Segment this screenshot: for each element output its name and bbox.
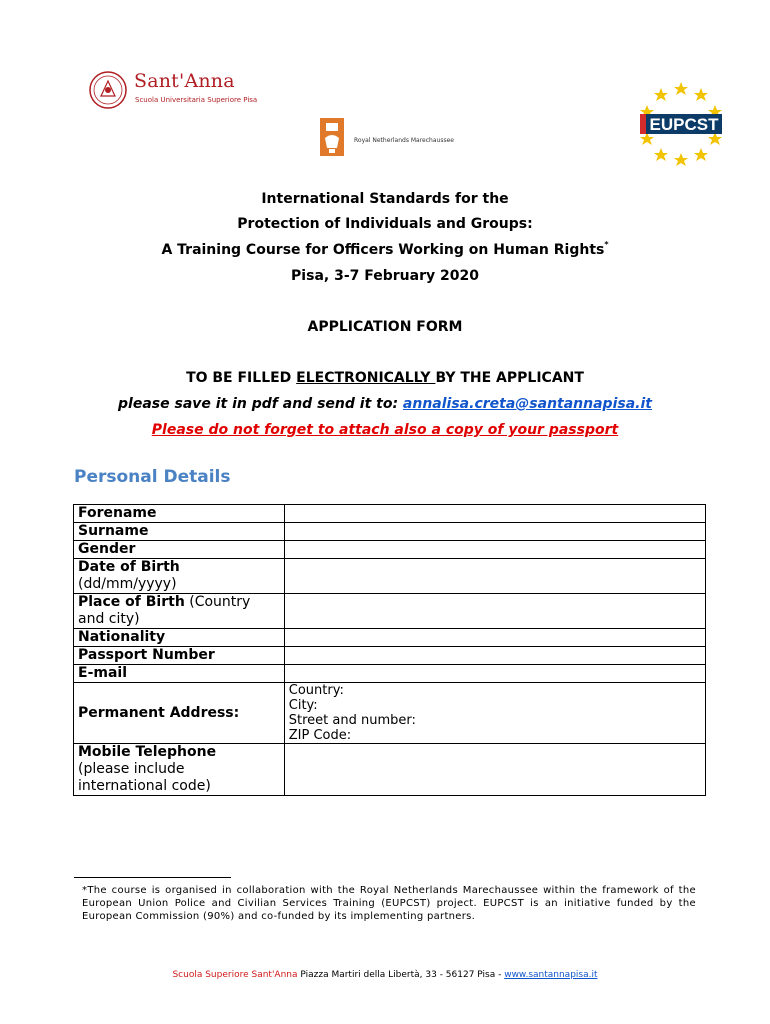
eupcst-text: EUPCST	[649, 115, 719, 134]
address-label: Permanent Address:	[74, 683, 285, 744]
gender-label: Gender	[74, 541, 285, 559]
eupcst-logo	[636, 80, 726, 168]
marechaussee-logo	[320, 118, 470, 158]
surname-label: Surname	[74, 523, 285, 541]
footnote-divider	[74, 877, 231, 878]
contact-email-link[interactable]: annalisa.creta@santannapisa.it	[402, 396, 652, 412]
table-row	[74, 505, 706, 523]
passport-reminder: Please do not forget to attach also a copy of your passport	[151, 422, 619, 438]
surname-field[interactable]	[284, 523, 705, 541]
personal-details-table	[73, 504, 706, 796]
page-footer	[0, 970, 770, 980]
marechaussee-name: Royal Netherlands Marechaussee	[354, 137, 454, 144]
footer-org: Scuola Superiore Sant'Anna	[172, 970, 298, 980]
footer-address: Piazza Martiri della Libertà, 33 - 56127 Pisa -	[297, 970, 505, 980]
address-street-label: Street and number:	[288, 713, 416, 728]
section-title: Personal Details	[74, 467, 231, 487]
table-row	[74, 665, 706, 683]
pob-field[interactable]	[284, 594, 705, 629]
table-row	[74, 683, 706, 744]
course-title-line2: Protection of Individuals and Groups:	[237, 216, 533, 232]
mobile-label: Mobile Telephone (please include international code)	[74, 744, 285, 796]
course-dates: Pisa, 3-7 February 2020	[291, 268, 479, 284]
nationality-label: Nationality	[74, 629, 285, 647]
table-row	[74, 559, 706, 594]
table-row	[74, 541, 706, 559]
footer-website-link[interactable]: www.santannapisa.it	[504, 970, 598, 980]
fill-instruction: TO BE FILLED ELECTRONICALLY BY THE APPLICANT	[186, 370, 584, 386]
forename-label: Forename	[74, 505, 285, 523]
mobile-field[interactable]	[284, 744, 705, 796]
table-row	[74, 594, 706, 629]
address-zip-label: ZIP Code:	[288, 728, 352, 743]
santanna-logo	[88, 70, 258, 114]
table-row	[74, 647, 706, 665]
forename-field[interactable]	[284, 505, 705, 523]
table-row	[74, 744, 706, 796]
pob-label: Place of Birth (Country and city)	[74, 594, 285, 629]
address-city-label: City:	[288, 698, 318, 713]
course-title-line1: International Standards for the	[261, 191, 509, 207]
address-field[interactable]	[284, 683, 705, 744]
form-title: APPLICATION FORM	[307, 319, 463, 335]
passport-label: Passport Number	[74, 647, 285, 665]
course-title-line3: A Training Course for Officers Working on Human Rights*	[161, 240, 609, 258]
email-field[interactable]	[284, 665, 705, 683]
table-row	[74, 523, 706, 541]
send-instruction: please save it in pdf and send it to: annalisa.creta@santannapisa.it	[118, 396, 652, 412]
dob-label: Date of Birth (dd/mm/yyyy)	[74, 559, 285, 594]
passport-field[interactable]	[284, 647, 705, 665]
dob-field[interactable]	[284, 559, 705, 594]
footnote: *The course is organised in collaboration with the Royal Netherlands Marechaussee within the framework of the European Union Police and Civilian Services Training (EUPCST) project. EUPCST is an initiative funded by the European Commission (90%) and co-funded by its implementing partners.	[82, 885, 696, 922]
footnote-marker: *	[604, 240, 609, 249]
marechaussee-crest-icon	[320, 118, 344, 156]
santanna-name: Sant'Anna	[134, 70, 235, 92]
gender-field[interactable]	[284, 541, 705, 559]
santanna-subtitle: Scuola Universitaria Superiore Pisa	[135, 96, 258, 104]
footnote-mark: *	[82, 885, 88, 896]
nationality-field[interactable]	[284, 629, 705, 647]
address-country-label: Country:	[288, 683, 344, 698]
email-label: E-mail	[74, 665, 285, 683]
table-row	[74, 629, 706, 647]
santanna-seal-icon	[88, 70, 128, 110]
